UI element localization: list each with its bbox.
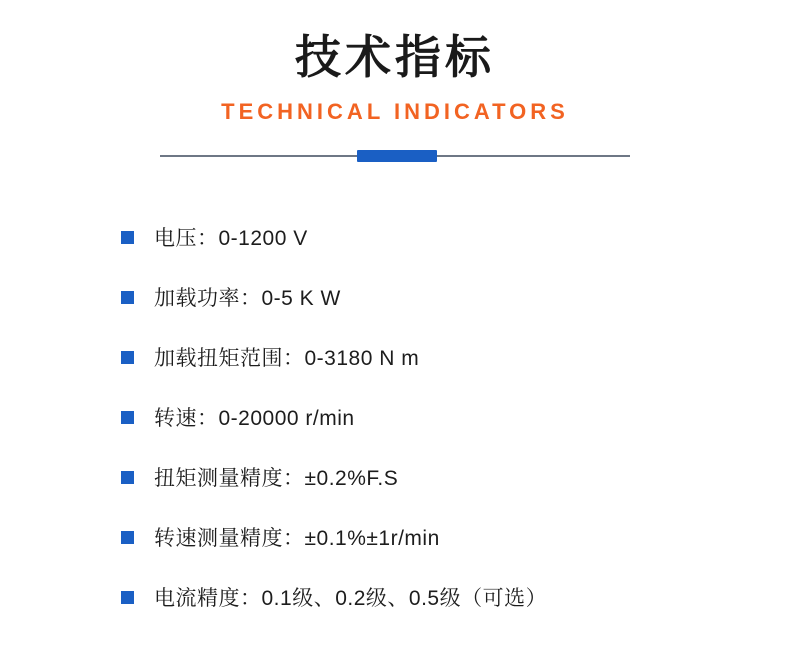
spec-label: 电压：0-1200 V xyxy=(154,227,308,251)
spec-list xyxy=(115,207,675,627)
list-item xyxy=(115,387,675,447)
square-bullet-icon xyxy=(121,531,134,544)
square-bullet-icon xyxy=(121,411,134,424)
square-bullet-icon xyxy=(121,291,134,304)
spec-label: 电流精度：0.1级、0.2级、0.5级（可选） xyxy=(154,587,548,611)
page-title-zh: 技术指标 xyxy=(295,31,495,83)
square-bullet-icon xyxy=(121,351,134,364)
divider-accent-bar xyxy=(357,150,437,162)
list-item xyxy=(115,447,675,507)
square-bullet-icon xyxy=(121,591,134,604)
square-bullet-icon xyxy=(121,471,134,484)
square-bullet-icon xyxy=(121,231,134,244)
spec-label: 扭矩测量精度：±0.2%F.S xyxy=(154,467,399,491)
list-item xyxy=(115,327,675,387)
spec-label: 转速：0-20000 r/min xyxy=(154,407,355,431)
list-item xyxy=(115,507,675,567)
title-divider xyxy=(160,149,630,163)
spec-label: 加载功率：0-5 K W xyxy=(154,287,341,311)
list-item xyxy=(115,567,675,627)
list-item xyxy=(115,267,675,327)
page-title-en: TECHNICAL INDICATORS xyxy=(221,99,569,125)
list-item xyxy=(115,207,675,267)
spec-label: 转速测量精度：±0.1%±1r/min xyxy=(154,527,440,551)
spec-label: 加载扭矩范围：0-3180 N m xyxy=(154,347,420,371)
